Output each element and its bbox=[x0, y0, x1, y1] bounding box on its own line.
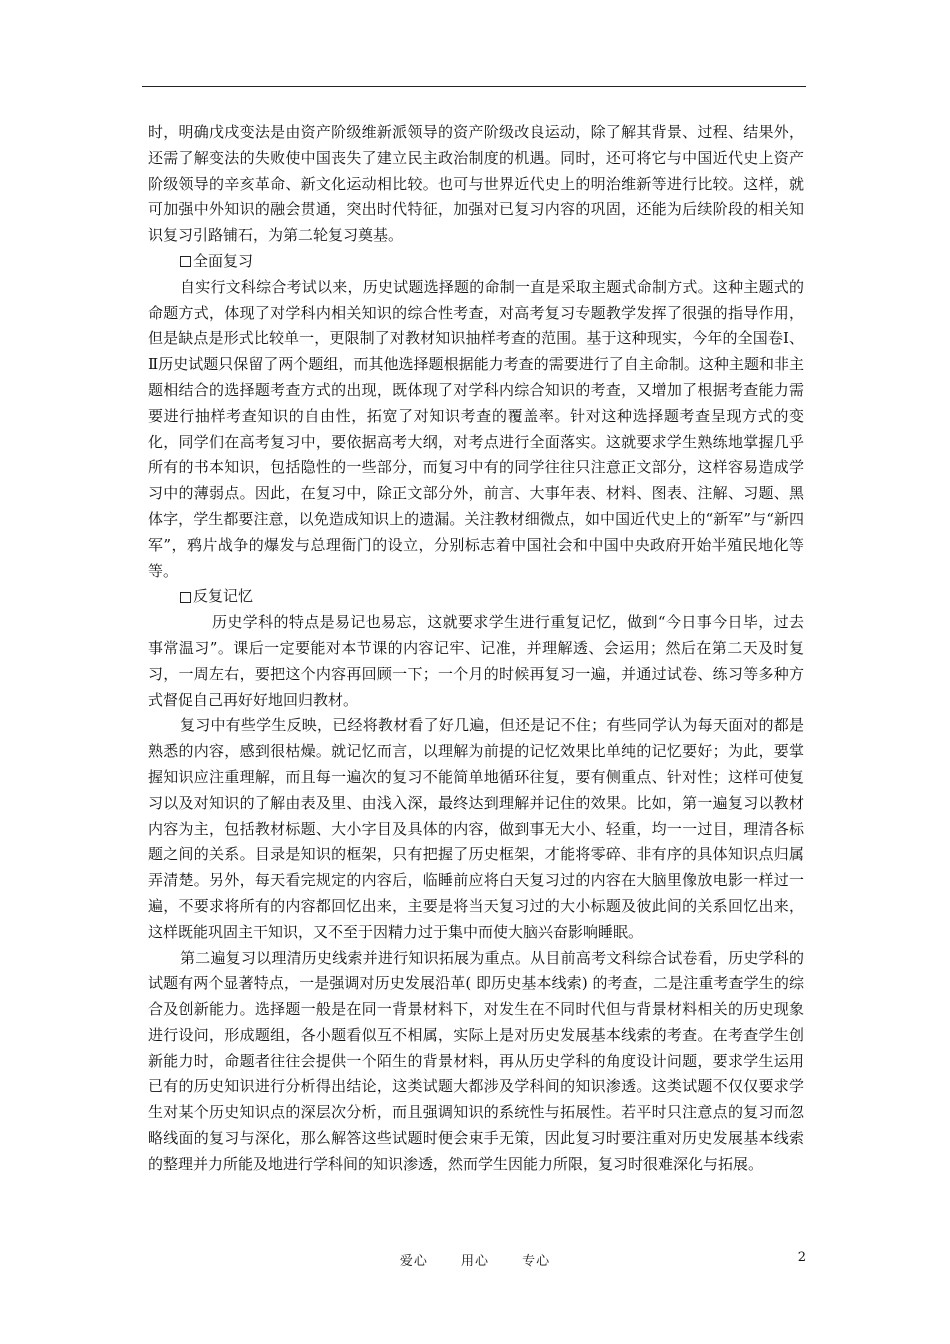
footer-motto-item: 用心 bbox=[460, 1254, 489, 1269]
page-footer bbox=[0, 1250, 950, 1270]
header-rule bbox=[142, 86, 806, 87]
paragraph-second-pass-review: 第二遍复习以理清历史线索并进行知识拓展为重点。从目前高考文科综合试卷看，历史学科的试题有两个显著特点，一是强调对历史发展沿革( 即历史基本线索) 的考查，二是注重考查学生的综合及创新能力。选择题一般是在同一背景材料下，对发生在不同时代但与背景材料相关的历史现象进行设问，形成题组，各小题看似互不相属，实际上是对历史发展基本线索的考查。在考查学生创新能力时，命题者往往会提供一个陌生的背景材料，再从历史学科的角度设计问题，要求学生运用已有的历史知识进行分析得出结论，这类试题大都涉及学科间的知识渗透。这类试题不仅仅要求学生对某个历史知识点的深层次分析，而且强调知识的系统性与拓展性。若平时只注意点的复习而忽略线面的复习与深化，那么解答这些试题时便会束手无策，因此复习时要注重对历史发展基本线索的整理并力所能及地进行学科间的知识渗透，然而学生因能力所限，复习时很难深化与拓展。 bbox=[148, 948, 804, 1173]
document-body bbox=[148, 120, 804, 1178]
paragraph-memory-intro: 历史学科的特点是易记也易忘，这就要求学生进行重复记忆，做到“今日事今日毕，过去事常温习”。课后一定要能对本节课的内容记牢、记准，并理解透、会运用；然后在第二天及时复习，一周左右，要把这个内容再回顾一下；一个月的时候再复习一遍，并通过试卷、练习等多种方式督促自己再好好地回归教材。 bbox=[148, 613, 804, 709]
footer-motto-item: 爱心 bbox=[399, 1254, 428, 1269]
section-heading-comprehensive-review bbox=[148, 249, 804, 275]
paragraph-first-pass-review: 复习中有些学生反映，已经将教材看了好几遍，但还是记不住；有些同学认为每天面对的都是熟悉的内容，感到很枯燥。就记忆而言，以理解为前提的记忆效果比单纯的记忆要好；为此，要掌握知识应注重理解，而且每一遍次的复习不能简单地循环往复，要有侧重点、针对性；这样可使复习以及对知识的了解由表及里、由浅入深，最终达到理解并记住的效果。比如，第一遍复习以教材内容为主，包括教材标题、大小字目及具体的内容，做到事无大小、轻重，均一一过目，理清各标题之间的关系。目录是知识的框架，只有把握了历史框架，才能将零碎、非有序的具体知识点归属弄清楚。另外，每天看完规定的内容后，临睡前应将白天复习过的内容在大脑里像放电影一样过一遍，不要求将所有的内容都回忆出来，主要是将当天复习过的大小标题及彼此间的关系回忆出来，这样既能巩固主干知识，又不至于因精力过于集中而使大脑兴奋影响睡眠。 bbox=[148, 716, 804, 941]
section-heading-repeated-memory bbox=[148, 584, 804, 610]
footer-motto bbox=[0, 1250, 950, 1269]
paragraph-comprehensive-review: 自实行文科综合考试以来，历史试题选择题的命制一直是采取主题式命制方式。这种主题式的命题方式，体现了对学科内相关知识的综合性考查，对高考复习专题教学发挥了很强的指导作用，但是缺点是形式比较单一，更限制了对教材知识抽样考查的范围。基于这种现实，今年的全国卷Ⅰ、Ⅱ历史试题只保留了两个题组，而其他选择题根据能力考查的需要进行了自主命制。这种主题和非主题相结合的选择题考查方式的出现，既体现了对学科内综合知识的考查，又增加了根据考查能力需要进行抽样考查知识的自由性，拓宽了对知识考查的覆盖率。针对这种选择题考查呈现方式的变化，同学们在高考复习中，要依据高考大纲，对考点进行全面落实。这就要求学生熟练地掌握几乎所有的书本知识，包括隐性的一些部分，而复习中有的同学往往只注意正文部分，这样容易造成学习中的薄弱点。因此，在复习中，除正文部分外，前言、大事年表、材料、图表、注解、习题、黑体字，学生都要注意，以免造成知识上的遗漏。关注教材细微点，如中国近代史上的“新军”与“新四军”，鸦片战争的爆发与总理衙门的设立，分别标志着中国社会和中国中央政府开始半殖民地化等等。 bbox=[148, 277, 804, 580]
checkbox-icon bbox=[180, 256, 191, 267]
footer-motto-item: 专心 bbox=[522, 1254, 551, 1269]
checkbox-icon bbox=[180, 592, 191, 603]
page-number: 2 bbox=[797, 1250, 806, 1265]
section-heading-label: 全面复习 bbox=[193, 251, 254, 270]
paragraph-continued: 时，明确戊戌变法是由资产阶级维新派领导的资产阶级改良运动，除了解其背景、过程、结果外，还需了解变法的失败使中国丧失了建立民主政治制度的机遇。同时，还可将它与中国近代史上资产阶级领导的辛亥革命、新文化运动相比较。也可与世界近代史上的明治维新等进行比较。这样，就可加强中外知识的融会贯通，突出时代特征，加强对已复习内容的巩固，还能为后续阶段的相关知识复习引路铺石，为第二轮复习奠基。 bbox=[148, 123, 804, 245]
section-heading-label: 反复记忆 bbox=[193, 587, 254, 606]
